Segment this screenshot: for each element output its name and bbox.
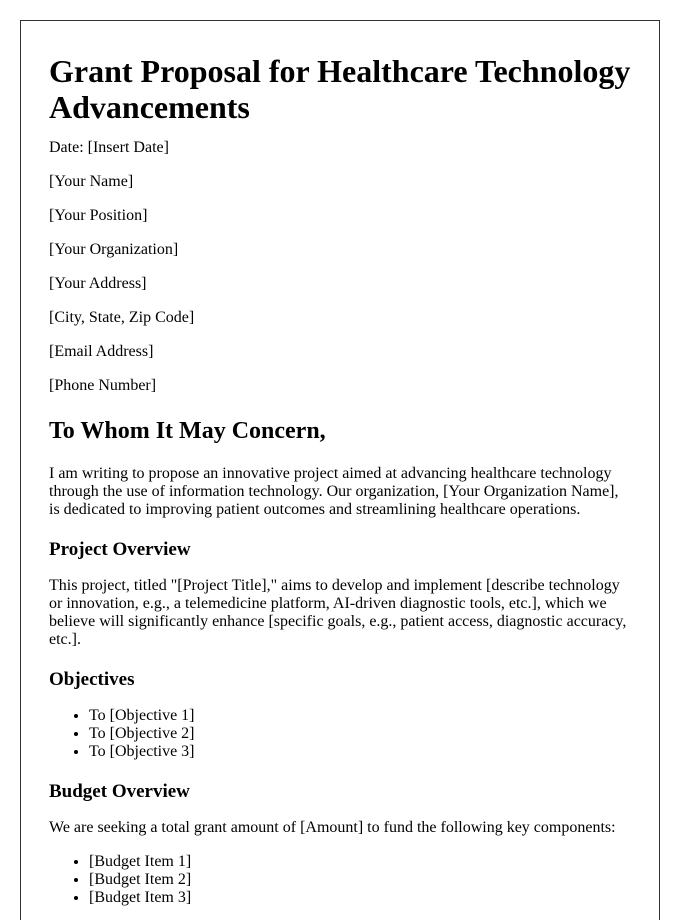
sender-city-state-zip: [City, State, Zip Code]: [49, 309, 195, 326]
objective-item: • To [Objective 2]: [89, 725, 631, 743]
objective-item: • To [Objective 1]: [89, 707, 631, 725]
document-page: [20, 20, 660, 920]
objective-item: • To [Objective 3]: [89, 743, 631, 761]
project-overview-heading: Project Overview: [49, 539, 191, 560]
budget-overview-paragraph: We are seeking a total grant amount of [Amount] to fund the following key components:: [49, 819, 616, 836]
objectives-heading: Objectives: [49, 669, 135, 690]
sender-organization: [Your Organization]: [49, 241, 179, 258]
date-line: Date: [Insert Date]: [49, 139, 169, 156]
sender-name: [Your Name]: [49, 173, 134, 190]
sender-phone: [Phone Number]: [49, 377, 157, 394]
objectives-list: [49, 707, 631, 761]
project-overview-paragraph: This project, titled "[Project Title]," aims to develop and implement [describe technology or innovation, e.g., a telemedicine platform, AI-driven diagnostic tools, etc.], which we believe will significantly enhance [specific goals, e.g., patient access, diagnostic accuracy, etc.].: [49, 577, 627, 648]
intro-paragraph: I am writing to propose an innovative project aimed at advancing healthcare technology through the use of information technology. Our organization, [Your Organization Name], is dedicated to improving patient outcomes and streamlining healthcare operations.: [49, 465, 619, 518]
budget-item: • [Budget Item 3]: [89, 889, 631, 907]
sender-address: [Your Address]: [49, 275, 147, 292]
budget-overview-heading: Budget Overview: [49, 781, 190, 802]
sender-email: [Email Address]: [49, 343, 154, 360]
budget-item: • [Budget Item 2]: [89, 871, 631, 889]
budget-list: [49, 853, 631, 907]
document-title: Grant Proposal for Healthcare Technology Advancements: [49, 53, 631, 125]
salutation: To Whom It May Concern,: [49, 418, 326, 444]
budget-item: • [Budget Item 1]: [89, 853, 631, 871]
sender-position: [Your Position]: [49, 207, 148, 224]
